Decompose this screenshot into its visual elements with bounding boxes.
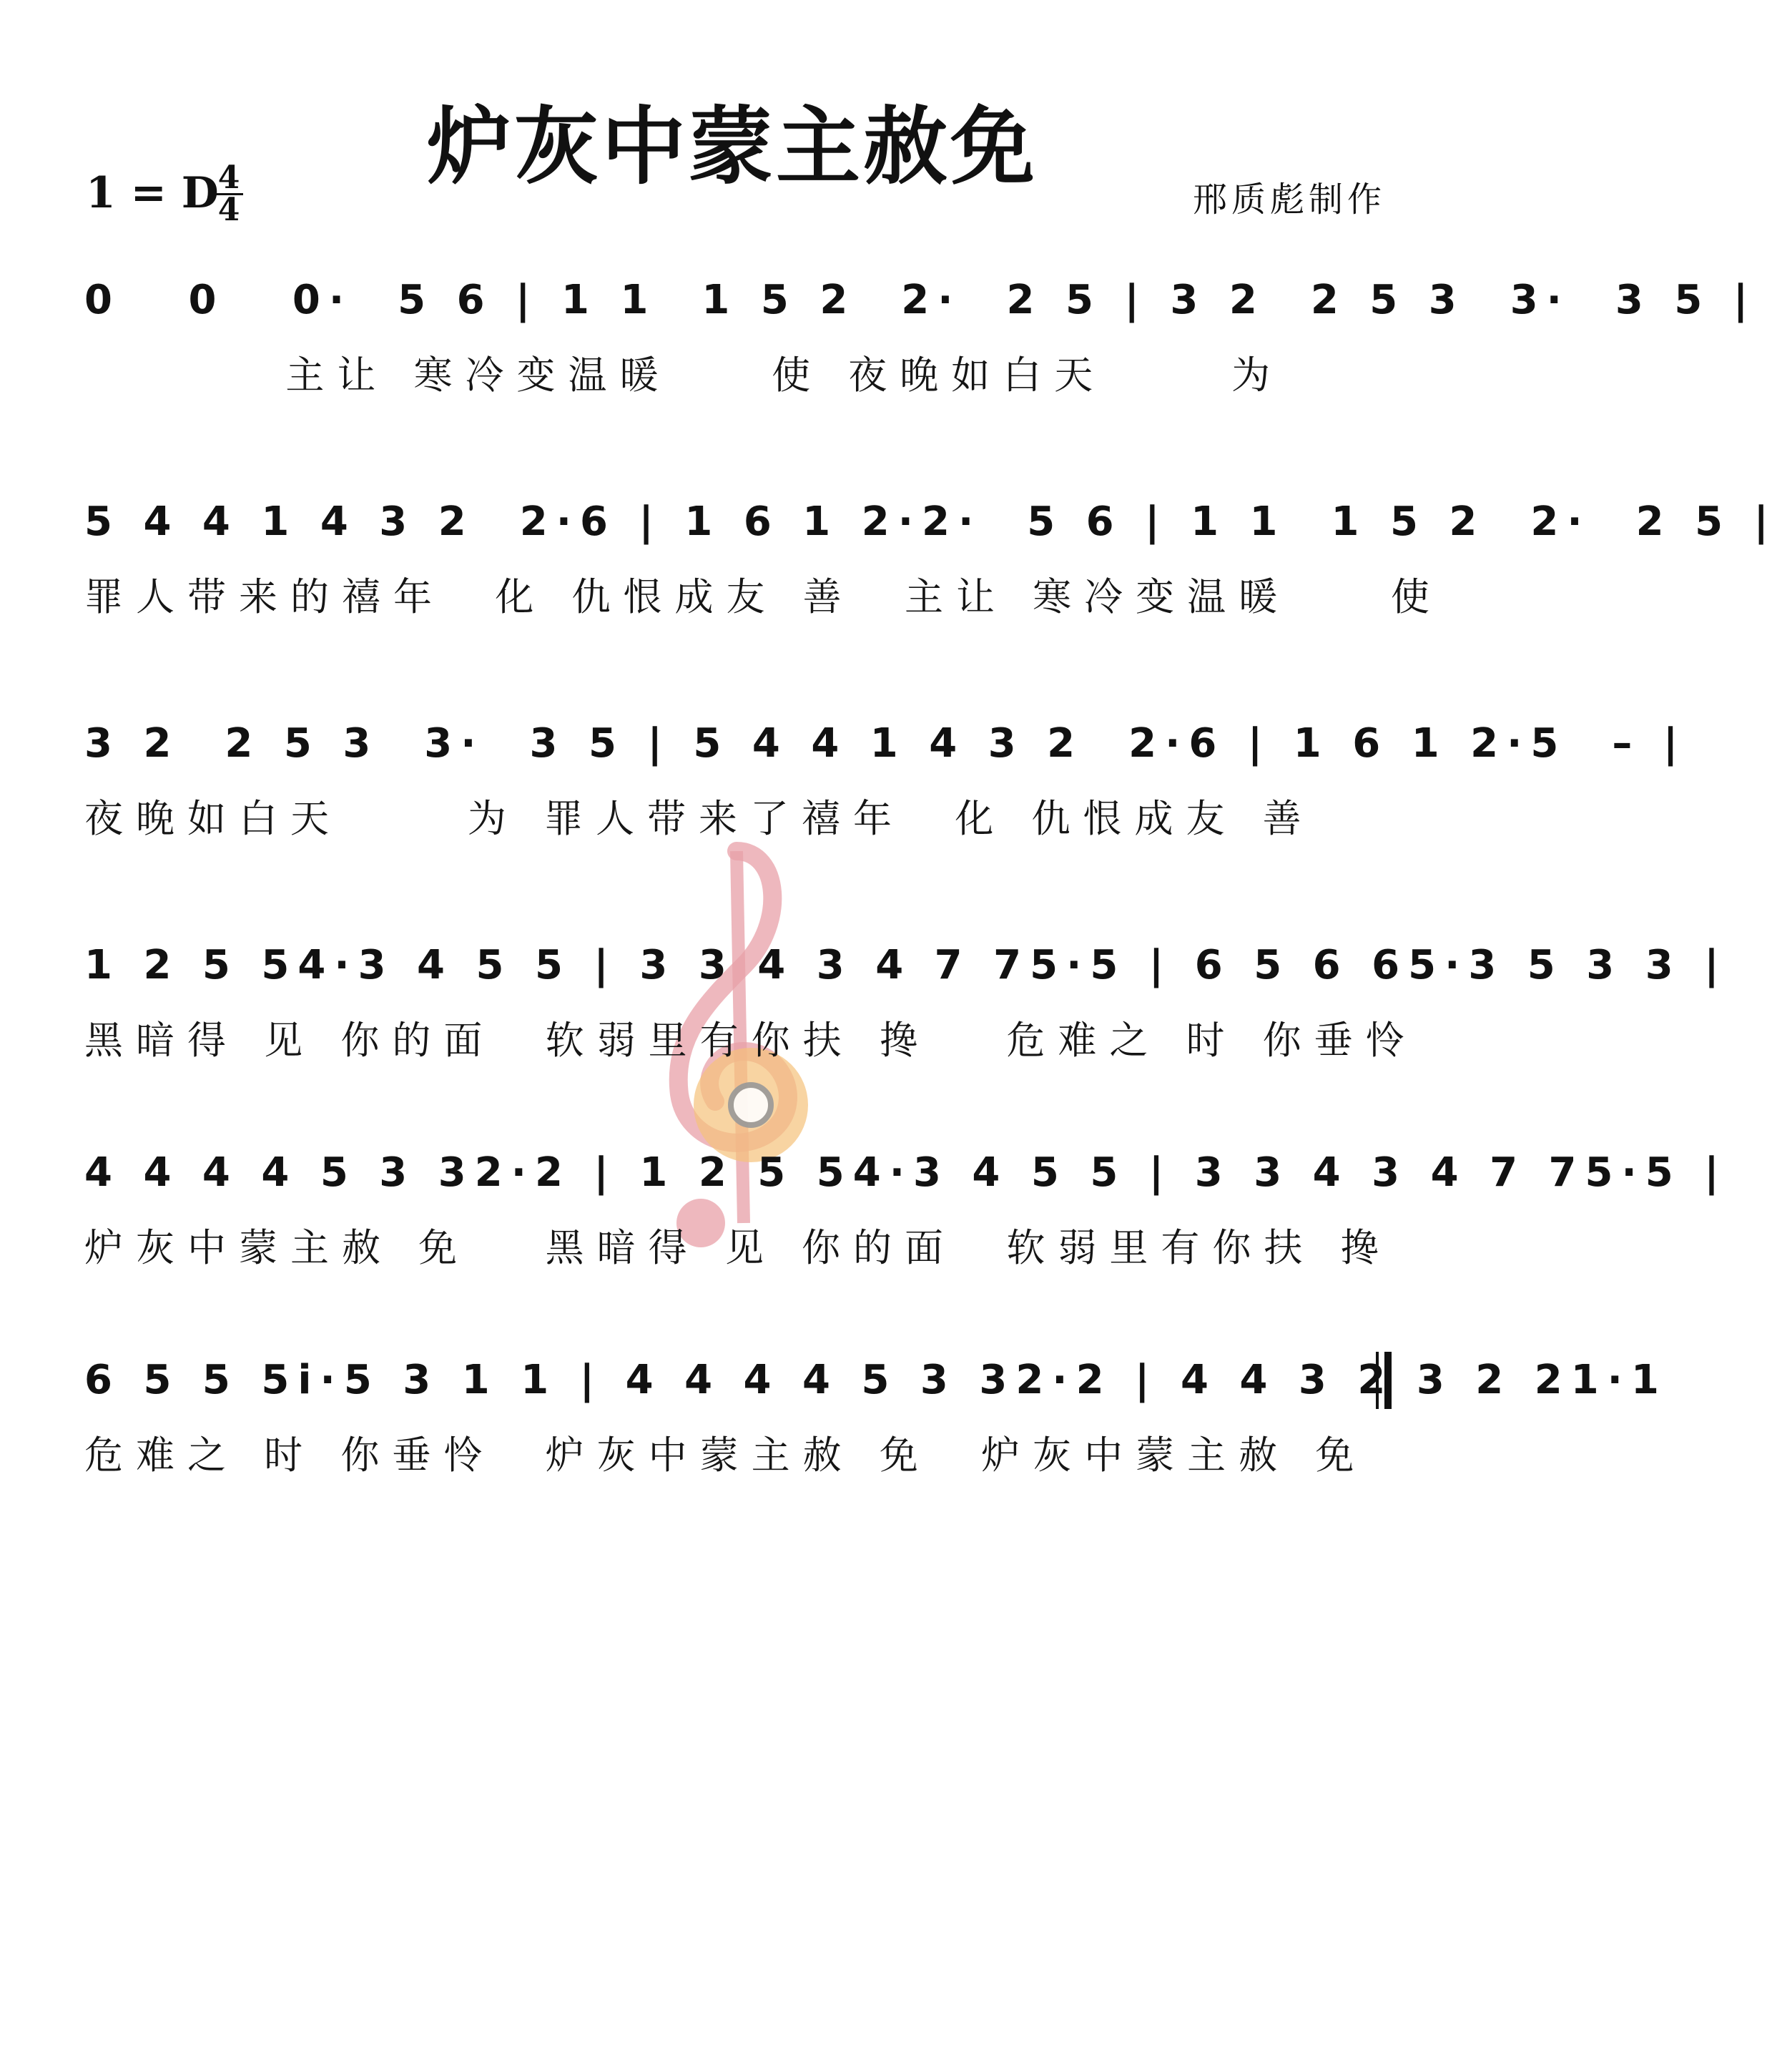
time-signature-bottom: 4 <box>217 192 240 228</box>
time-signature <box>215 159 243 228</box>
page-title: 炉灰中蒙主赦免 <box>426 97 1038 196</box>
score-system-4 <box>0 919 1728 1098</box>
score-system-5 <box>0 1126 1728 1305</box>
time-signature-top: 4 <box>215 163 243 195</box>
lyric-line: 黑暗得 见 你的面 软弱里有你扶 搀 危难之 时 你垂怜 <box>84 1018 1417 1063</box>
note-line: 4 4 4 4 5 3 32·2 | 1 2 5 54·3 4 5 5 | 3 3 4 3 4 7 75·5 | <box>84 1149 1728 1196</box>
score-system-2 <box>0 476 1777 654</box>
lyric-line: 炉灰中蒙主赦 免 黑暗得 见 你的面 软弱里有你扶 搀 <box>84 1225 1392 1270</box>
lyric-line: 罪人带来的禧年 化 仇恨成友 善 主让 寒冷变温暖 使 <box>84 574 1442 619</box>
author-credit: 邢质彪制作 <box>1192 180 1386 220</box>
key-signature: 1 = D <box>86 168 219 218</box>
final-barline <box>1376 1352 1392 1409</box>
note-line: 3 2 2 5 3 3· 3 5 | 5 4 4 1 4 3 2 2·6 | 1 6 1 2·5 – | <box>84 720 1687 767</box>
lyric-line: 夜晚如白天 为 罪人带来了禧年 化 仇恨成友 善 <box>84 796 1314 841</box>
lyric-line: 危难之 时 你垂怜 炉灰中蒙主赦 免 炉灰中蒙主赦 免 <box>84 1433 1367 1478</box>
lyric-line: 主让 寒冷变温暖 使 夜晚如白天 为 <box>84 353 1284 398</box>
score-system-6 <box>0 1334 1668 1513</box>
note-line: 5 4 4 1 4 3 2 2·6 | 1 6 1 2·2· 5 6 | 1 1 1 5 2 2· 2 5 | <box>84 499 1777 545</box>
note-line: 0 0 0· 5 6 | 1 1 1 5 2 2· 2 5 | 3 2 2 5 3 3· 3 5 | <box>84 277 1757 323</box>
score-system-1 <box>0 254 1757 433</box>
note-line: 6 5 5 5i·5 3 1 1 | 4 4 4 4 5 3 32·2 | 4 4 3 2 3 2 21·1 <box>84 1357 1668 1403</box>
score-system-3 <box>0 697 1687 876</box>
note-line: 1 2 5 54·3 4 5 5 | 3 3 4 3 4 7 75·5 | 6 5 6 65·3 5 3 3 | <box>84 942 1728 988</box>
